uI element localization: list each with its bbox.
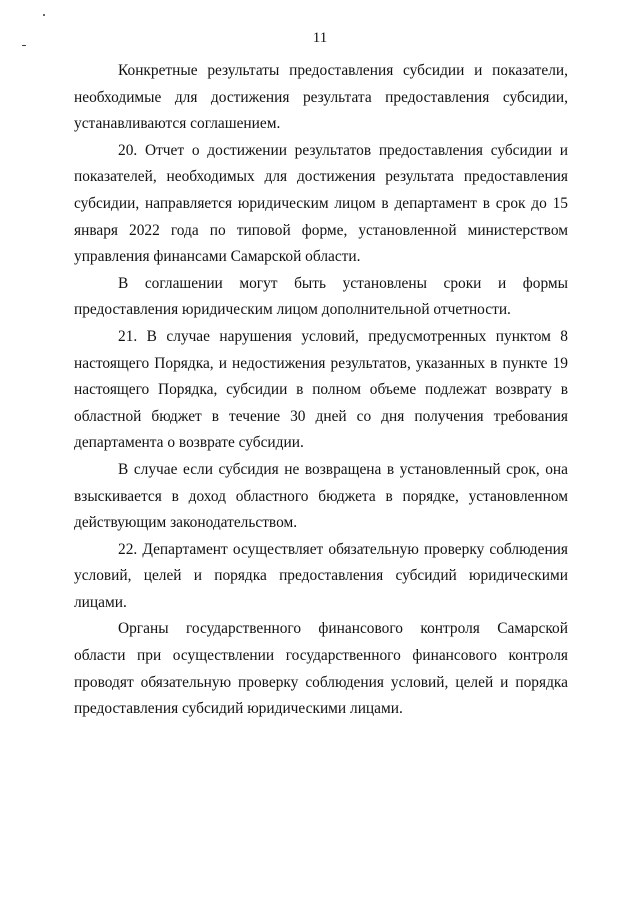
paragraph: В случае если субсидия не возвращена в установленный срок, она взыскивается в доход областного бюджета в порядке, установленном действующим законодательством.	[74, 460, 568, 532]
paragraph: 21. В случае нарушения условий, предусмотренных пунктом 8 настоящего Порядка, и недостижения результатов, указанных в пункте 19 настоящего Порядка, субсидии в полном объеме подлежат возврату в областной бюджет в течение 30 дней со дня получения требования департамента о возврате субсидии.	[74, 327, 568, 452]
document-body	[74, 58, 568, 723]
paragraph: 20. Отчет о достижении результатов предоставления субсидии и показателей, необходимых для достижения результата предоставления субсидии, направляется юридическим лицом в департамент в срок до 15 января 2022 года по типовой форме, установленной министерством управления финансами Самарской области.	[74, 141, 568, 266]
paragraph: В соглашении могут быть установлены сроки и формы предоставления юридическим лицом дополнительной отчетности.	[74, 274, 568, 319]
scan-mark	[43, 14, 45, 16]
paragraph: 22. Департамент осуществляет обязательную проверку соблюдения условий, целей и порядка предоставления субсидий юридическими лицами.	[74, 540, 568, 611]
paragraph: Конкретные результаты предоставления субсидии и показатели, необходимые для достижения результата предоставления субсидии, устанавливаются соглашением.	[74, 62, 568, 133]
paragraph: Органы государственного финансового контроля Самарской области при осуществлении государственного финансового контроля проводят обязательную проверку соблюдения условий, целей и порядка предоставления субсидий юридическими лицами.	[74, 620, 568, 718]
page-number: 11	[312, 30, 328, 46]
